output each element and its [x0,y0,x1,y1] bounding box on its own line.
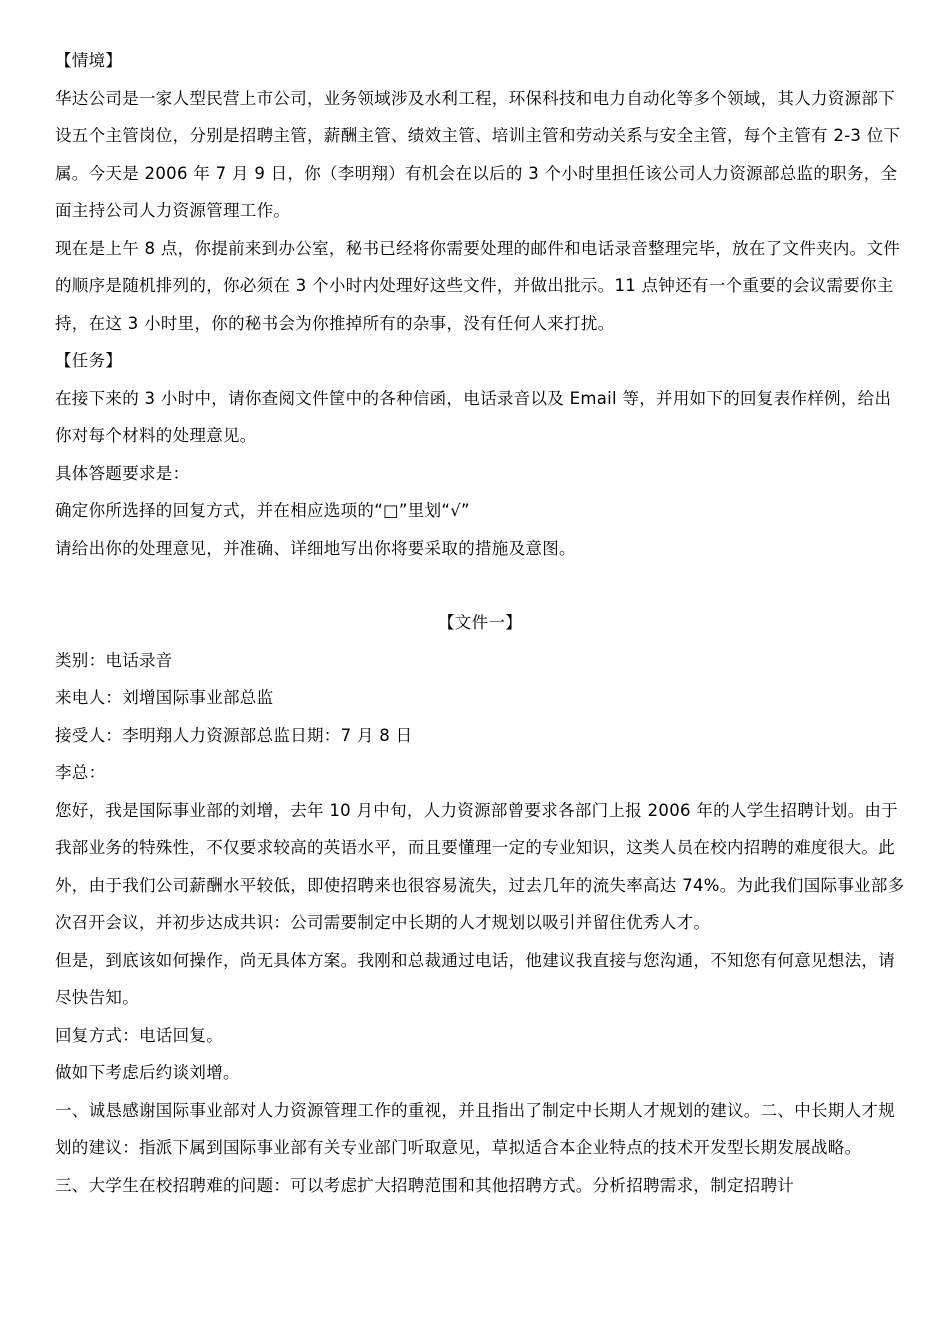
task-paragraph-1: 在接下来的 3 小时中，请你查阅文件筐中的各种信函，电话录音以及 Email 等，并用如下的回复表作样例，给出你对每个材料的处理意见。 [55,388,892,445]
section-spacer [55,567,905,604]
file1-body-1: 您好，我是国际事业部的刘增，去年 10 月中旬，人力资源部曾要求各部门上报 2006 年的人学生招聘计划。由于我部业务的特殊性，不仅要求较高的英语水平，而且要懂理一定的专业知识，这类人员在校内招聘的难度很大。此外，由于我们公司薪酬水平较低，即使招聘来也很容易流失，过去几年的流失率高达 74%。为此我们国际事业部多次召开会议，并初步达成共识：公司需要制定中长期的人才规划以吸引并留住优秀人才。 [55,800,905,932]
file1-category: 类别：电话录音 [55,650,173,670]
situation-heading: 【情境】 [55,51,123,70]
document-page [55,42,905,1204]
situation-paragraph-1: 华达公司是一家人型民营上市公司，业务领域涉及水利工程，环保科技和电力自动化等多个领域，其人力资源部下设五个主管岗位，分别是招聘主管，薪酬主管、绩效主管、培训主管和劳动关系与安全主管，每个主管有 2-3 位下属。今天是 2006 年 7 月 9 日，你（李明翔）有机会在以后的 3 个小时里担任该公司人力资源部总监的职务，全面主持公司人力资源管理工作。 [55,88,901,220]
file1-point-3: 三、大学生在校招聘难的问题：可以考虑扩大招聘范围和其他招聘方式。分析招聘需求，制定招聘计 [55,1175,795,1195]
file1-body-2: 但是，到底该如何操作，尚无具体方案。我刚和总裁通过电话，他建议我直接与您沟通，不知您有何意见想法，请尽快告知。 [55,950,895,1007]
task-paragraph-2: 具体答题要求是： [55,463,190,483]
file1-plan-intro: 做如下考虑后约谈刘增。 [55,1063,240,1082]
task-paragraph-3: 确定你所选择的回复方式，并在相应选项的“□”里划“√” [55,501,470,520]
task-heading: 【任务】 [55,351,123,370]
file1-receiver: 接受人：李明翔人力资源部总监日期：7 月 8 日 [55,725,413,745]
task-paragraph-4: 请给出你的处理意见，并准确、详细地写出你将要采取的措施及意图。 [55,538,576,558]
file1-reply-method: 回复方式：电话回复。 [55,1025,223,1045]
situation-paragraph-2: 现在是上午 8 点，你提前来到办公室，秘书已经将你需要处理的邮件和电话录音整理完毕，放在了文件夹内。文件的顺序是随机排列的，你必须在 3 个小时内处理好这些文件，并做出批示。11 点钟还有一个重要的会议需要你主持，在这 3 小时里，你的秘书会为你推掉所有的杂事，没有任何人来打扰。 [55,238,901,333]
file1-salutation: 李总： [55,763,106,782]
file1-point-1: 一、诚恳感谢国际事业部对人力资源管理工作的重视，并且指出了制定中长期人才规划的建议。二、中长期人才规划的建议：指派下属到国际事业部有关专业部门听取意见，草拟适合本企业特点的技术开发型长期发展战略。 [55,1100,895,1157]
file1-caller: 来电人：刘增国际事业部总监 [55,688,274,707]
file1-heading: 【文件一】 [438,613,522,632]
